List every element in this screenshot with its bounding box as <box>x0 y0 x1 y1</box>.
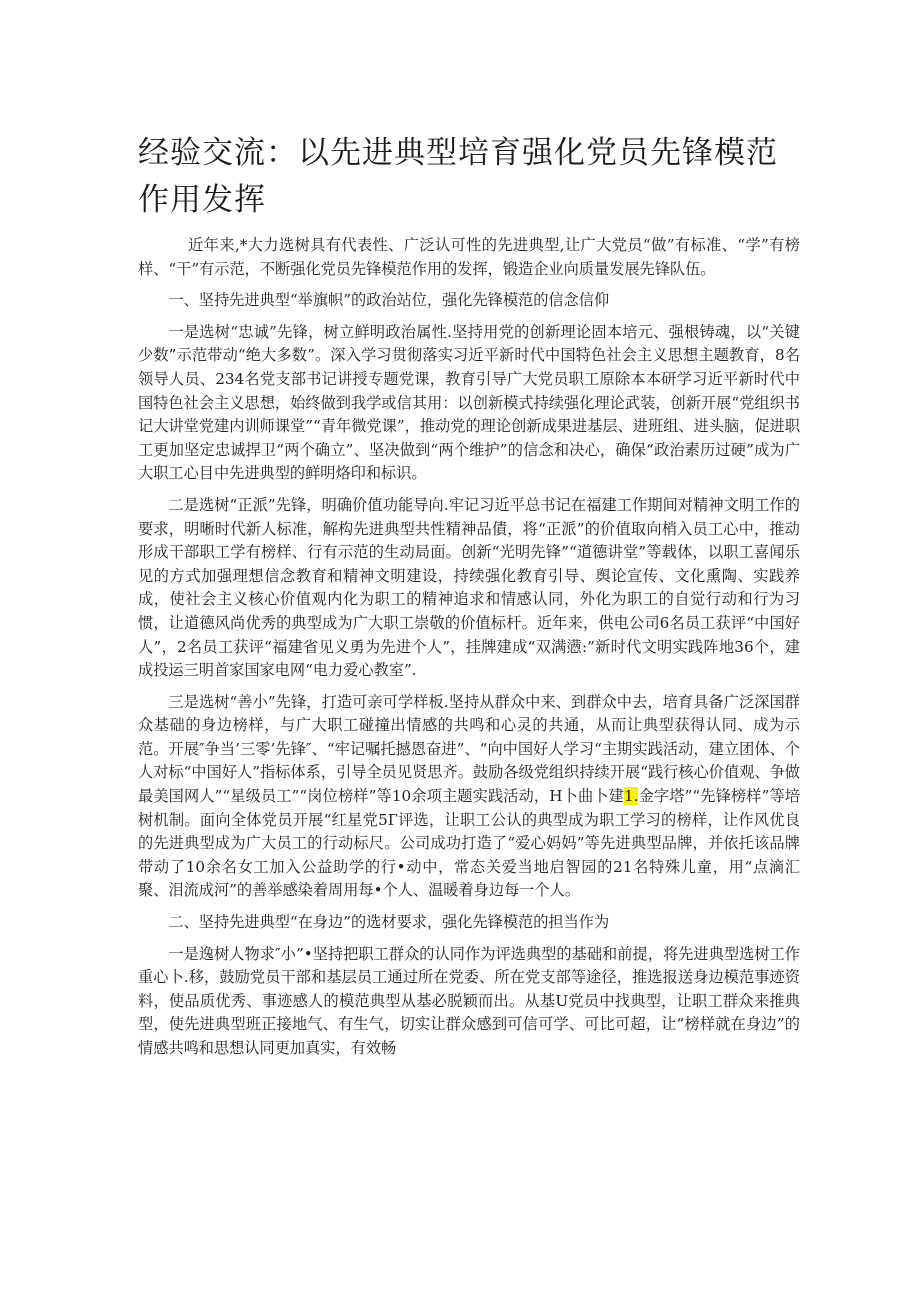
paragraph-upright-pioneer: 二是选树“正派”先锋，明确价值功能导向.牢记习近平总书记在福建工作期间对精神文明工作的要求，明晰时代新人标准，解构先进典型共性精神品債，将“正派”的价值取向梢入员工心中，推动形成干部职工学有榜样、行有示范的生动局面。创新“光明先锋”“道德讲堂”等载体，以职工喜闻乐见的方式加强理想信念教育和精神文明建设，持续强化教育引导、舆论宣传、文化熏陶、实践养成，使社会主义核心价值观内化为职工的精神追求和情感认同，外化为职工的自觉行动和行为习惯，让道德风尚优秀的典型成为广大职工崇敬的价值标杆。近年来，供电公司6名员工获评“中国好人”，2名员工获评“福建省见义勇为先进个人”，挂牌建成“双满懑:”新时代文明实践阵地36个，建成投运三明首家国家电网“电力爱心教室”. <box>138 495 800 680</box>
paragraph-kindness-part-1: 三是选树“善小”先锋，打造可亲可学样板.坚持从群众中来、到群众中去，培育具备广泛深国群众基础的身边榜样，与广大职工碰撞出情感的共鸣和心灵的共通，从而让典型获得认同、成为示范。开展″争当’三零’先锋″、“牢记嘱托撼恩奋进”、“向中国好人学习“主期实践活动，建立团体、个人对标“中国好人”指标体系，引导全员见贤思齐。鼓励各级党组织持续开展“践行核心价值观、争做最美国网人”“星级员工”“岗位榜样”等10余项主题实践活动，H卜曲卜建 <box>138 692 800 806</box>
paragraph-loyal-pioneer: 一是选树“忠诚”先锋，树立鲜明政治属性.坚持用党的创新理论固本培元、强根铸魂，以“关键少数”示范带动“绝大多数”。深入学习贯彻落实习近平新时代中国特色社会主义思想主题教育，8名领导人员、234名党支部书记讲授专题党课，教育引导广大党员职工原除本本研学习近平新时代中国特色社会主义思想，始终做到我学或信其用：以创新模式持续强化理论武装，创新开展“党组织书记大讲堂党建内训师课堂”“青年微党课”，推动党的理论创新成果进基层、进班组、进头脑，促进职工更加坚定忠诚捍卫“两个确立”、坚决做到“两个维护”的信念和决心，确保“政治素历过硬”成为广大职工心目中先进典型的鲜明烙印和标识。 <box>138 322 800 483</box>
document-body <box>138 234 800 1069</box>
paragraph-kindness-part-2: 金字塔”“先锋榜样”等培树机制。面向全体党员开展“红星党5Г评选，让职工公认的典型成为职工学习的榜样，让作风优良的先进典型成为广大员工的行动标尺。公司成功打造了“爱心妈妈”等先进典型品牌，并依托该品牌带动了10余名女工加入公益助学的行•动中，常态关爱当地启智园的21名特殊儿童，用“点滴汇聚、泪流成河”的善举感染着周用每•个人、温暖着身边每一个人。 <box>138 787 800 900</box>
intro-paragraph: 近年来,*大力选树具有代表性、广泛认可性的先进典型,让广大党员“做”有标准、“学”有榜样、“干”有示范，不断强化党员先锋模范作用的发挥，锻造企业向质量发展先锋队伍。 <box>138 236 800 278</box>
document-title: 经验交流：以先进典型培育强化党员先锋模范作用发挥 <box>138 135 778 218</box>
highlighted-text: 1. <box>623 787 639 806</box>
section-heading-2: 二、坚持先进典型“在身边”的选材要求，强化先锋模范的担当作为 <box>168 913 610 932</box>
paragraph-select-figures: 一是逸树人物求″小”•坚持把职工群众的认同作为评选典型的基础和前提，将先进典型选树工作重心卜.移，鼓励党员干部和基层员工通过所在党委、所在党支部等途径，推选报送身边模范事迹资料，使品质优秀、事迹感人的模范典型从基必脱颖而出。从基U党员中找典型，让职工群众来推典型，使先进典型班正接地气、有生气，切实让群众感到可信可学、可比可超，让“榜样就在身边”的情感共鸣和思想认同更加真实，有效畅 <box>138 944 800 1057</box>
paragraph-kindness-pioneer <box>138 691 800 903</box>
section-heading-1: 一、坚持先进典型“举旗帜”的政治站位，强化先锋模范的信念信仰 <box>168 291 610 310</box>
